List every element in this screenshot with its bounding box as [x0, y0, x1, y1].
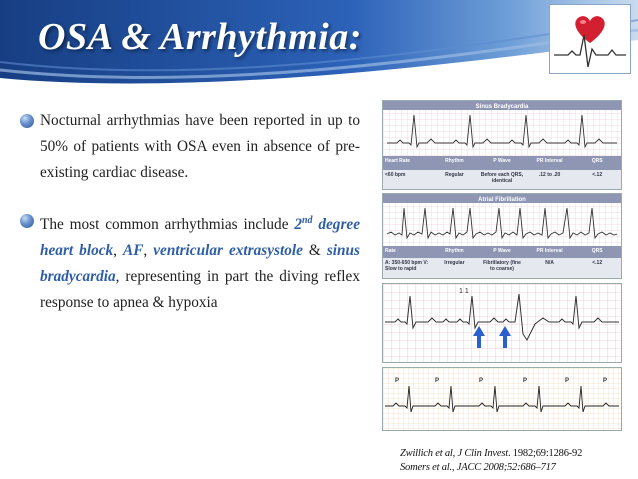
bullet-2-run: nd — [301, 215, 313, 226]
bullet-item-2 — [20, 208, 360, 316]
bullet-2-run: & — [302, 242, 327, 260]
bullet-2-run: degree heart block — [40, 216, 360, 260]
bullet-2-run: AF — [123, 242, 144, 260]
bullet-2-run: sinus bradycardia — [40, 242, 360, 286]
reference-1-authors: Zwillich et al, — [400, 448, 458, 459]
bullet-2-run: 2 — [294, 216, 302, 234]
ecg-panel-rhythm-strip — [382, 367, 622, 431]
bullet-2-run: , — [113, 242, 123, 260]
ecg-2-header: QRS — [591, 248, 603, 254]
ecg-2-header: P Wave — [493, 248, 511, 254]
svg-text:P: P — [523, 378, 528, 384]
ecg-2-header: Rhythm — [445, 248, 464, 254]
ecg-2-header: Rate — [385, 248, 396, 254]
reference-1 — [400, 447, 582, 461]
ecg-panel-atrial-fibrillation — [382, 193, 622, 279]
bullet-2-run: , — [143, 242, 154, 260]
ecg-2-value: N/A — [545, 260, 554, 266]
svg-text:P: P — [565, 378, 570, 384]
heart-icon — [575, 16, 604, 43]
ecg-1-value: <60 bpm — [385, 172, 406, 178]
reference-2-authors: Somers et al., JACC 2008;52:686–717 — [400, 462, 556, 473]
bullet-2-run: , representing in part the diving reflex response to apnea & hypoxia — [40, 268, 360, 312]
bullet-2-run: ventricular extrasystole — [153, 242, 303, 260]
ecg-1-title: Sinus Bradycardia — [475, 104, 529, 110]
ecg-2-header: PR Interval — [536, 248, 563, 254]
svg-text:1 1: 1 1 — [459, 288, 469, 295]
bullet-2-run: The most common arrhythmias include — [40, 216, 295, 234]
ecg-1-header: Rhythm — [445, 158, 464, 164]
ecg-1-value: <.12 — [592, 172, 603, 178]
references — [400, 447, 582, 475]
svg-text:P: P — [479, 378, 484, 384]
ecg-2-title: Atrial Fibrillation — [478, 197, 526, 203]
ecg-1-value: Before each QRS, identical — [480, 172, 524, 184]
ecg-1-header: P Wave — [493, 158, 511, 164]
bullet-list — [20, 108, 360, 316]
ecg-2-value: A: 350-650 bpm V: Slow to rapid — [385, 260, 429, 272]
svg-text:P: P — [435, 378, 440, 384]
ecg-2-value: Fibrillatory (fine to coarse) — [483, 260, 521, 272]
ecg-1-value: Regular — [445, 172, 464, 178]
heart-monitor-logo — [549, 4, 631, 74]
reference-1-journal: J Clin Invest — [457, 448, 508, 459]
ecg-2-value: <.12 — [592, 260, 603, 266]
ecg-panel-sinus-bradycardia — [382, 100, 622, 190]
header-banner — [0, 0, 638, 100]
svg-text:P: P — [603, 378, 608, 384]
slide-title: OSA & Arrhythmia: — [38, 16, 362, 58]
bullet-dot-icon — [20, 114, 34, 128]
ecg-1-header: Heart Rate — [385, 158, 411, 164]
bullet-item-1 — [20, 108, 360, 186]
ecg-panel-heart-block — [382, 283, 622, 363]
ecg-1-header: QRS — [591, 158, 603, 164]
bullet-1-text: Nocturnal arrhythmias have been reported in up to 50% of patients with OSA even in absence of pre-existing cardiac disease. — [40, 112, 360, 181]
svg-text:P: P — [395, 378, 400, 384]
ecg-1-header: PR Interval — [536, 158, 563, 164]
reference-1-detail: . 1982;69:1286-92 — [507, 448, 583, 459]
ecg-1-value: .12 to .20 — [538, 172, 561, 178]
reference-2 — [400, 461, 582, 475]
bullet-dot-icon — [20, 214, 34, 228]
ecg-2-value: Irregular — [444, 260, 465, 266]
